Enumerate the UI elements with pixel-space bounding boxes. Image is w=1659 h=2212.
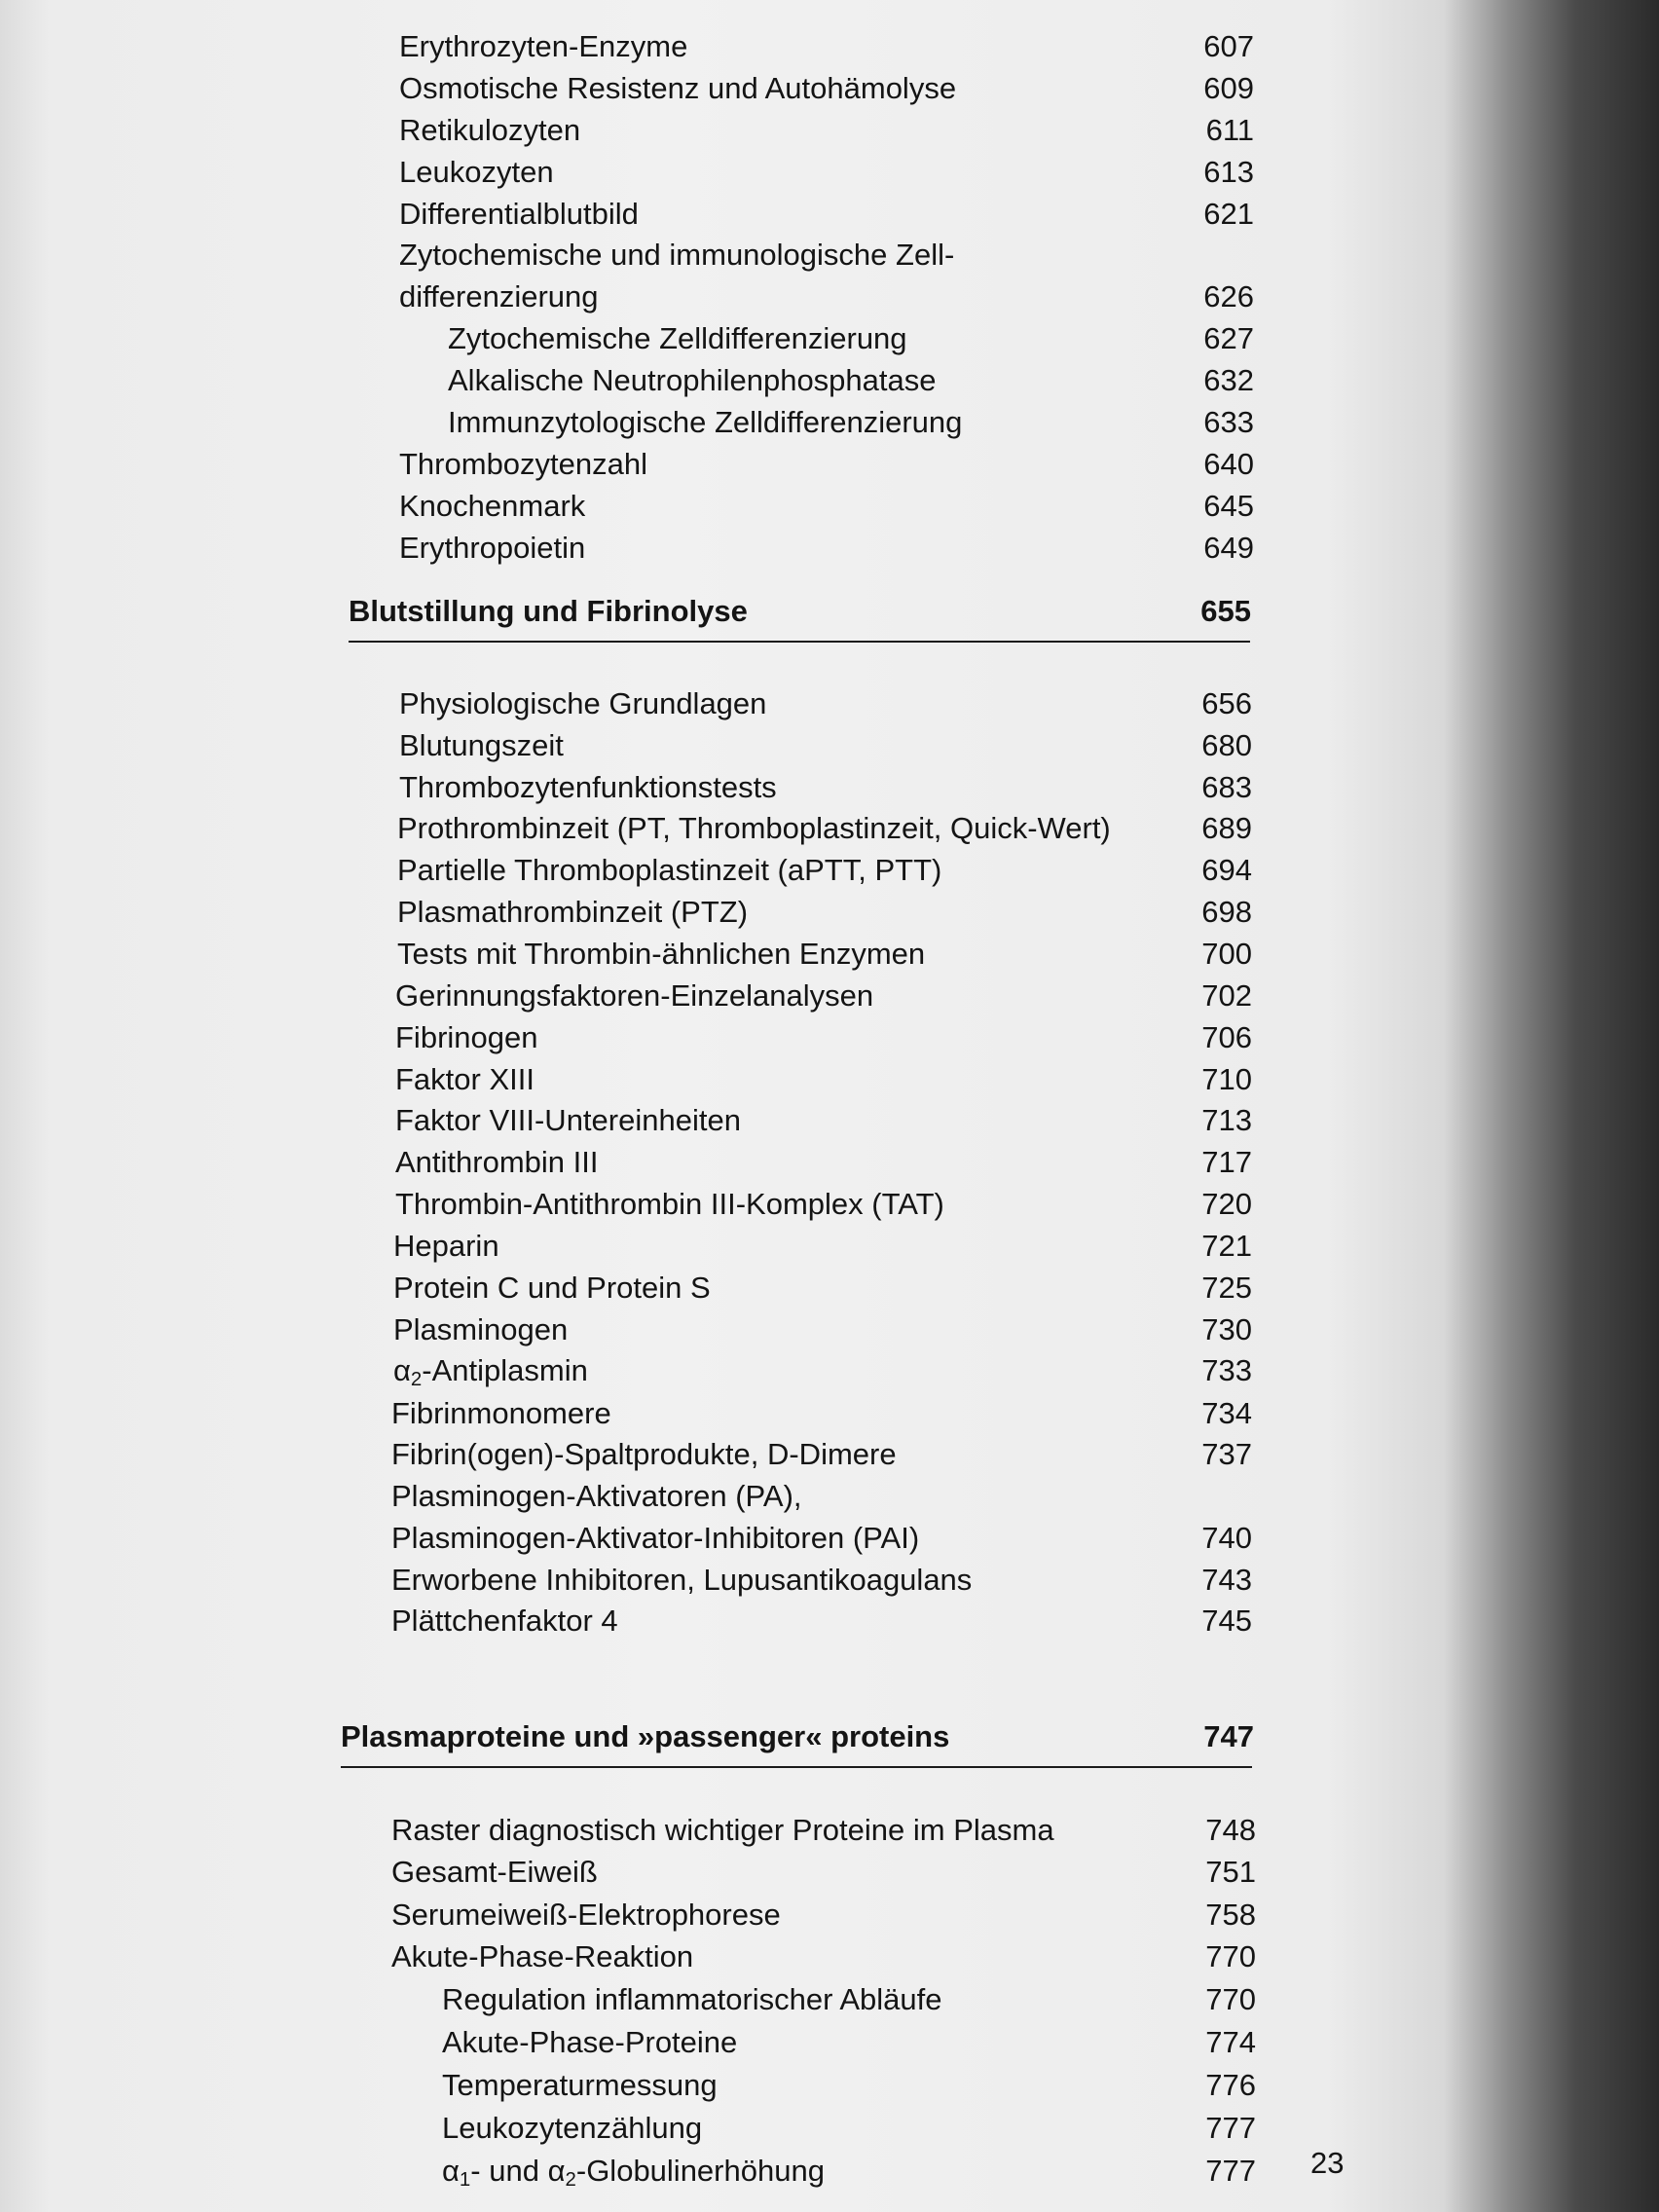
toc-entry bbox=[395, 1141, 1252, 1184]
toc-entry bbox=[393, 1349, 1252, 1392]
toc-entry-title: Erworbene Inhibitoren, Lupusantikoagulans bbox=[391, 1563, 973, 1597]
toc-entry-title: Akute-Phase-Proteine bbox=[442, 2025, 738, 2059]
toc-entry bbox=[399, 67, 1254, 110]
toc-entry-page: 689 bbox=[1201, 811, 1252, 845]
toc-entry-page: 776 bbox=[1205, 2068, 1256, 2102]
toc-entry-title: Leukozyten bbox=[399, 155, 554, 189]
toc-entry-title: Faktor XIII bbox=[395, 1062, 535, 1096]
toc-entry-page: 702 bbox=[1201, 978, 1252, 1013]
toc-entry bbox=[399, 234, 1254, 276]
toc-entry-page: 751 bbox=[1205, 1855, 1256, 1889]
toc-entry-page: 770 bbox=[1205, 1939, 1256, 1973]
toc-entry-title: Erythrozyten-Enzyme bbox=[399, 29, 688, 63]
toc-entry-page: 710 bbox=[1201, 1062, 1252, 1096]
toc-entry bbox=[391, 1894, 1256, 1936]
toc-entry-title: Zytochemische und immunologische Zell- bbox=[399, 238, 955, 272]
toc-entry-page: 747 bbox=[1203, 1719, 1254, 1753]
toc-entry-title: Gesamt-Eiweiß bbox=[391, 1855, 598, 1889]
toc-entry bbox=[399, 724, 1252, 767]
toc-entry-page: 748 bbox=[1205, 1813, 1256, 1847]
toc-entry-title: Blutstillung und Fibrinolyse bbox=[349, 594, 748, 628]
toc-entry-title: Faktor VIII-Untereinheiten bbox=[395, 1103, 741, 1137]
toc-entry bbox=[442, 2064, 1256, 2107]
toc-entry-title: Akute-Phase-Reaktion bbox=[391, 1939, 694, 1973]
toc-entry-title: differenzierung bbox=[399, 279, 599, 313]
toc-entry-page: 758 bbox=[1205, 1898, 1256, 1932]
toc-entry-page: 720 bbox=[1201, 1187, 1252, 1221]
toc-entry-page: 777 bbox=[1205, 2154, 1256, 2188]
toc-entry-title: Osmotische Resistenz und Autohämolyse bbox=[399, 71, 957, 105]
toc-entry-page: 734 bbox=[1201, 1396, 1252, 1430]
toc-entry bbox=[442, 2150, 1256, 2193]
toc-entry-page: 645 bbox=[1203, 489, 1254, 523]
toc-entry bbox=[391, 1600, 1252, 1642]
toc-entry bbox=[395, 975, 1252, 1017]
toc-entry bbox=[391, 1433, 1252, 1476]
toc-entry bbox=[397, 807, 1252, 850]
toc-entry-page: 740 bbox=[1201, 1521, 1252, 1555]
toc-entry-page: 694 bbox=[1201, 853, 1252, 887]
toc-entry bbox=[393, 1267, 1252, 1309]
toc-section-heading bbox=[349, 590, 1251, 633]
toc-entry-title: Alkalische Neutrophilenphosphatase bbox=[448, 363, 937, 397]
toc-entry bbox=[448, 359, 1254, 402]
toc-entry bbox=[399, 682, 1252, 725]
toc-entry-page: 611 bbox=[1205, 113, 1254, 147]
toc-entry bbox=[391, 1559, 1252, 1602]
toc-entry-title: Differentialblutbild bbox=[399, 197, 639, 231]
toc-entry-title: Retikulozyten bbox=[399, 113, 581, 147]
toc-entry-page: 733 bbox=[1201, 1353, 1252, 1387]
toc-entry-title: Serumeiweiß-Elektrophorese bbox=[391, 1898, 781, 1932]
toc-entry bbox=[397, 933, 1252, 976]
section-divider bbox=[349, 641, 1250, 643]
toc-entry bbox=[448, 317, 1254, 360]
toc-entry-page: 621 bbox=[1203, 197, 1254, 231]
toc-entry-title: Thrombin-Antithrombin III-Komplex (TAT) bbox=[395, 1187, 944, 1221]
toc-entry bbox=[391, 1517, 1252, 1560]
toc-entry-title: Protein C und Protein S bbox=[393, 1271, 711, 1305]
toc-entry bbox=[397, 849, 1252, 892]
toc-entry bbox=[442, 2107, 1256, 2150]
toc-entry-title: Plasminogen-Aktivator-Inhibitoren (PAI) bbox=[391, 1521, 920, 1555]
toc-entry bbox=[395, 1099, 1252, 1142]
toc-entry-page: 713 bbox=[1201, 1103, 1252, 1137]
toc-entry bbox=[399, 109, 1254, 152]
toc-entry-page: 655 bbox=[1200, 594, 1251, 628]
toc-entry bbox=[399, 193, 1254, 236]
toc-entry-page: 656 bbox=[1201, 686, 1252, 720]
toc-entry-page: 725 bbox=[1201, 1271, 1252, 1305]
toc-entry-page: 627 bbox=[1203, 321, 1254, 355]
toc-entry-page: 626 bbox=[1203, 279, 1254, 313]
toc-entry-title: Immunzytologische Zelldifferenzierung bbox=[448, 405, 963, 439]
toc-entry-title: Zytochemische Zelldifferenzierung bbox=[448, 321, 907, 355]
toc-entry-title: Regulation inflammatorischer Abläufe bbox=[442, 1982, 942, 2016]
toc-entry bbox=[391, 1851, 1256, 1894]
toc-entry bbox=[399, 485, 1254, 528]
toc-entry-page: 745 bbox=[1201, 1604, 1252, 1638]
toc-entry bbox=[391, 1809, 1256, 1852]
toc-entry bbox=[393, 1309, 1252, 1351]
toc-entry bbox=[399, 766, 1252, 809]
toc-entry bbox=[399, 527, 1254, 570]
toc-entry-page: 609 bbox=[1203, 71, 1254, 105]
toc-entry-page: 770 bbox=[1205, 1982, 1256, 2016]
toc-entry-page: 777 bbox=[1205, 2111, 1256, 2145]
toc-entry-page: 698 bbox=[1201, 895, 1252, 929]
toc-entry-page: 633 bbox=[1203, 405, 1254, 439]
toc-entry bbox=[448, 401, 1254, 444]
toc-entry-title: Antithrombin III bbox=[395, 1145, 599, 1179]
toc-entry-title: Temperaturmessung bbox=[442, 2068, 718, 2102]
toc-entry bbox=[391, 1392, 1252, 1435]
toc-entry-title: Plasmaproteine und »passenger« proteins bbox=[341, 1719, 950, 1753]
section-divider bbox=[341, 1766, 1252, 1768]
toc-entry-title: Fibrinmonomere bbox=[391, 1396, 611, 1430]
toc-entry-page: 730 bbox=[1201, 1312, 1252, 1346]
toc-entry-page: 774 bbox=[1205, 2025, 1256, 2059]
toc-entry bbox=[391, 1475, 1252, 1518]
toc-entry-title: $\alpha_2$-Antiplasmin bbox=[393, 1353, 588, 1391]
toc-entry bbox=[395, 1183, 1252, 1226]
toc-entry-page: 680 bbox=[1201, 728, 1252, 762]
toc-entry bbox=[399, 25, 1254, 68]
toc-entry-page: 607 bbox=[1203, 29, 1254, 63]
toc-entry bbox=[391, 1936, 1256, 1978]
toc-section-heading bbox=[341, 1715, 1254, 1758]
toc-entry-title: Fibrin(ogen)-Spaltprodukte, D-Dimere bbox=[391, 1437, 897, 1471]
toc-entry-title: Partielle Thromboplastinzeit (aPTT, PTT) bbox=[397, 853, 942, 887]
toc-entry-title: Plasmathrombinzeit (PTZ) bbox=[397, 895, 749, 929]
toc-entry bbox=[393, 1225, 1252, 1268]
toc-entry-title: Thrombozytenfunktionstests bbox=[399, 770, 777, 804]
toc-entry-page: 717 bbox=[1201, 1145, 1252, 1179]
toc-entry-title: Heparin bbox=[393, 1229, 499, 1263]
toc-entry-title: Plasminogen-Aktivatoren (PA), bbox=[391, 1479, 802, 1513]
toc-entry-title: $\alpha_1-$ und $\alpha_2$-Globulinerhöhung bbox=[442, 2154, 825, 2192]
toc-entry-title: Physiologische Grundlagen bbox=[399, 686, 767, 720]
toc-entry-page: 613 bbox=[1203, 155, 1254, 189]
toc-entry bbox=[399, 443, 1254, 486]
toc-entry-title: Plättchenfaktor 4 bbox=[391, 1604, 618, 1638]
toc-entry bbox=[395, 1016, 1252, 1059]
toc-entry bbox=[442, 2021, 1256, 2064]
toc-entry-page: 640 bbox=[1203, 447, 1254, 481]
toc-entry-title: Gerinnungsfaktoren-Einzelanalysen bbox=[395, 978, 874, 1013]
toc-entry-title: Plasminogen bbox=[393, 1312, 569, 1346]
toc-entry-page: 737 bbox=[1201, 1437, 1252, 1471]
toc-entry bbox=[395, 1058, 1252, 1101]
toc-entry bbox=[397, 891, 1252, 934]
toc-entry-page: 700 bbox=[1201, 937, 1252, 971]
toc-entry bbox=[442, 1978, 1256, 2021]
toc-entry-title: Tests mit Thrombin-ähnlichen Enzymen bbox=[397, 937, 926, 971]
toc-entry-page: 721 bbox=[1201, 1229, 1252, 1263]
toc-entry-page: 706 bbox=[1201, 1020, 1252, 1054]
toc-entry-page: 632 bbox=[1203, 363, 1254, 397]
toc-entry-page: 649 bbox=[1203, 531, 1254, 565]
toc-entry bbox=[399, 151, 1254, 194]
toc-entry-title: Erythropoietin bbox=[399, 531, 586, 565]
toc-entry-title: Leukozytenzählung bbox=[442, 2111, 703, 2145]
toc-entry-page: 743 bbox=[1201, 1563, 1252, 1597]
toc-entry bbox=[399, 276, 1254, 318]
toc-entry-title: Blutungszeit bbox=[399, 728, 564, 762]
toc-entry-title: Thrombozytenzahl bbox=[399, 447, 648, 481]
page-number: 23 bbox=[1310, 2146, 1345, 2180]
toc-entry-page: 683 bbox=[1201, 770, 1252, 804]
toc-entry-title: Prothrombinzeit (PT, Thromboplastinzeit, Quick-Wert) bbox=[397, 811, 1111, 845]
toc-entry-title: Knochenmark bbox=[399, 489, 586, 523]
toc-entry-title: Raster diagnostisch wichtiger Proteine im Plasma bbox=[391, 1813, 1054, 1847]
toc-entry-title: Fibrinogen bbox=[395, 1020, 538, 1054]
